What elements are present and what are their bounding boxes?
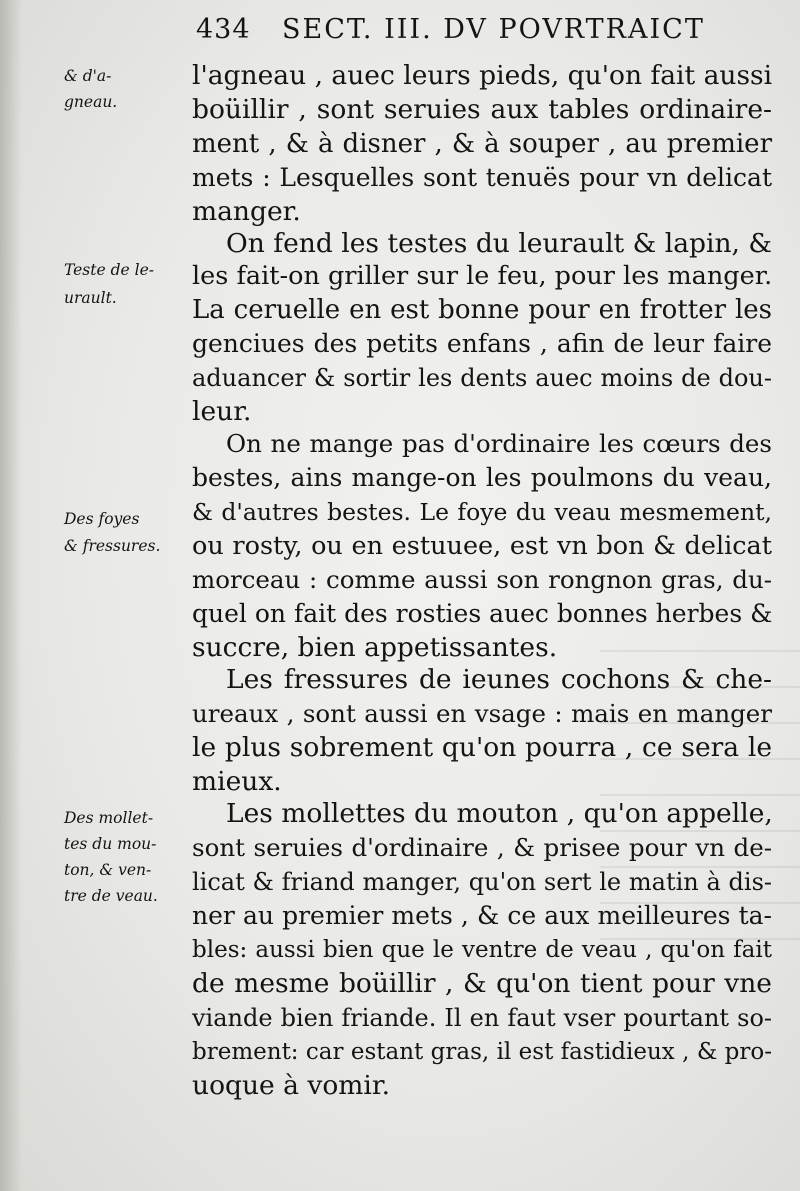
text-line: aduancer & sortir les dents auec moins de dou- [192, 364, 772, 392]
text-line: brement: car estant gras, il est fastidieux , & pro- [192, 1039, 772, 1065]
page-gutter-shadow [0, 0, 22, 1191]
margin-note: Des mollet- [64, 809, 154, 827]
running-title: SECT. III. DV POVRTRAICT [282, 14, 705, 45]
text-line: mets : Lesquelles sont tenuës pour vn delicat [192, 163, 772, 192]
margin-note: & fressures. [64, 537, 161, 555]
margin-note: tes du mou- [64, 835, 157, 853]
text-line: mieux. [192, 766, 282, 797]
text-line: succre, bien appetissantes. [192, 632, 558, 663]
text-line: le plus sobrement qu'on pourra , ce sera le [192, 732, 772, 763]
text-line: les fait-on griller sur le feu, pour les manger. [192, 261, 773, 291]
text-line: La ceruelle en est bonne pour en frotter les [192, 295, 772, 325]
text-line: uoque à vomir. [192, 1070, 391, 1101]
text-line: viande bien friande. Il en faut vser pourtant so- [192, 1004, 772, 1032]
margin-note: & d'a- [64, 67, 112, 85]
margin-note: urault. [64, 289, 117, 307]
text-line: boüillir , sont seruies aux tables ordinaire- [192, 94, 772, 125]
margin-note: Teste de le- [64, 261, 154, 279]
text-line: morceau : comme aussi son rongnon gras, du- [192, 565, 772, 594]
text-line: ner au premier mets , & ce aux meilleures ta- [192, 901, 772, 930]
margin-note: Des foyes [64, 510, 140, 528]
text-line: Les fressures de ieunes cochons & che- [226, 664, 772, 695]
margin-note: tre de veau. [64, 887, 158, 905]
margin-note: gneau. [64, 93, 118, 111]
text-line: sont seruies d'ordinaire , & prisee pour vn de- [192, 833, 772, 862]
text-line: licat & friand manger, qu'on sert le matin à dis- [192, 868, 772, 896]
text-line: ou rosty, ou en estuuee, est vn bon & delicat [192, 531, 772, 561]
text-line: ment , & à disner , & à souper , au premier [192, 129, 772, 159]
text-line: leur. [192, 396, 252, 427]
text-line: On ne mange pas d'ordinaire les cœurs des [226, 429, 772, 458]
text-line: manger. [192, 196, 301, 227]
text-line: l'agneau , auec leurs pieds, qu'on fait aussi [192, 60, 773, 91]
page-header [196, 14, 786, 54]
text-line: bles: aussi bien que le ventre de veau , qu'on fait [192, 937, 772, 963]
text-line: genciues des petits enfans , afin de leur faire [192, 329, 772, 358]
text-line: ureaux , sont aussi en vsage : mais en manger [192, 699, 772, 728]
text-line: quel on fait des rosties auec bonnes herbes & [192, 599, 773, 628]
page-number: 434 [196, 14, 251, 45]
text-line: Les mollettes du mouton , qu'on appelle, [226, 798, 773, 829]
text-line: de mesme boüillir , & qu'on tient pour vne [192, 968, 772, 999]
margin-note: ton, & ven- [64, 861, 152, 879]
text-line: On fend les testes du leurault & lapin, & [226, 228, 772, 259]
text-line: & d'autres bestes. Le foye du veau mesmement, [192, 498, 772, 526]
text-line: bestes, ains mange-on les poulmons du veau, [192, 463, 772, 492]
